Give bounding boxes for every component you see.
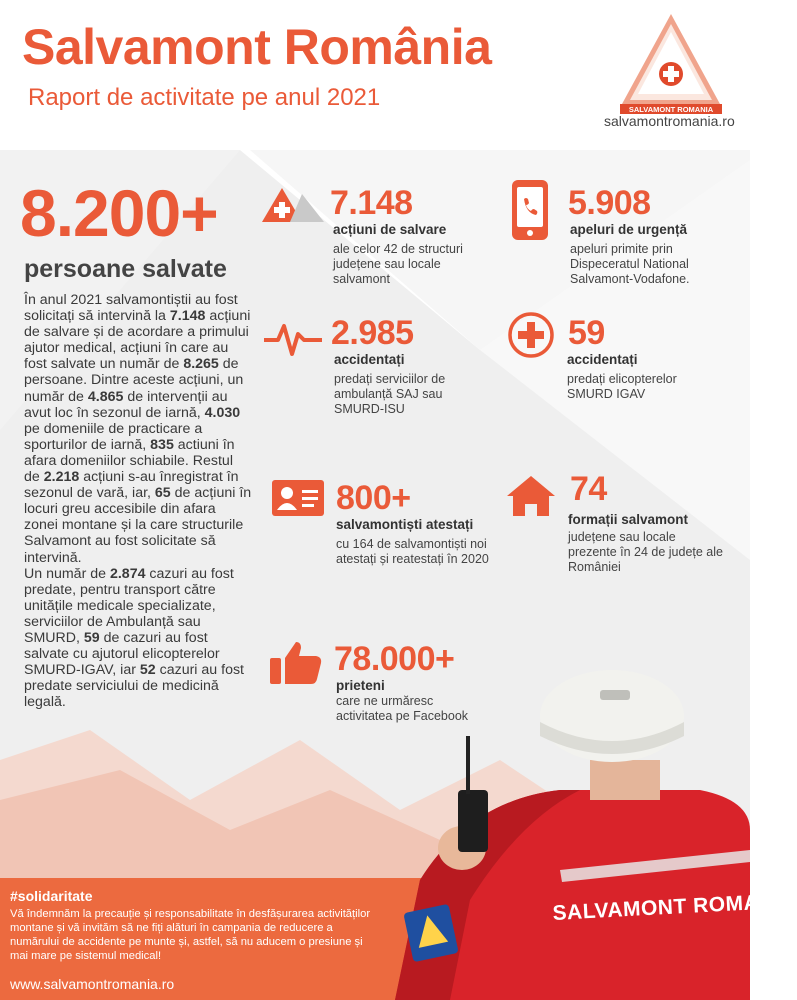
highlight-number: 2.874 bbox=[109, 565, 146, 582]
rescues-number: 7.148 bbox=[330, 184, 413, 222]
highlight-number: 59 bbox=[83, 629, 100, 646]
highlight-number: 4.865 bbox=[87, 388, 124, 405]
highlight-number: 2.218 bbox=[43, 469, 80, 486]
highlight-number: 835 bbox=[150, 436, 174, 453]
heli-label: accidentați bbox=[567, 352, 638, 367]
heartbeat-icon bbox=[264, 320, 322, 358]
jacket-print: SALVAMONT ROMANIA bbox=[552, 889, 797, 925]
teams-desc: județene sau locale prezente în 24 de județe ale României bbox=[568, 530, 723, 574]
highlight-number: 7.148 bbox=[169, 308, 206, 325]
phone-icon bbox=[512, 180, 548, 240]
heli-desc: predați elicopterelor SMURD IGAV bbox=[567, 372, 677, 401]
rescues-desc: ale celor 42 de structuri județene sau locale salvamont bbox=[333, 242, 463, 286]
calls-number: 5.908 bbox=[568, 184, 651, 222]
rescues-label: acțiuni de salvare bbox=[333, 222, 447, 237]
ambulance-desc: predați serviciilor de ambulanță SAJ sau SMURD-ISU bbox=[334, 372, 446, 416]
paragraph-text: de intervenții au avut loc în sezonul de iarnă, bbox=[24, 388, 228, 421]
paragraph-text: pe domeniile de practicare a sporturilor de iarnă, bbox=[24, 420, 203, 453]
highlight-number: 52 bbox=[139, 662, 156, 679]
website-top[interactable]: salvamontromania.ro bbox=[604, 113, 735, 129]
highlight-number: 65 bbox=[154, 485, 171, 502]
people-saved-label: persoane salvate bbox=[24, 255, 227, 283]
paragraph-text: acțiuni s-au înregistrat în sezonul de vară, iar, bbox=[24, 469, 239, 502]
activity-paragraph bbox=[24, 292, 252, 710]
calls-label: apeluri de urgență bbox=[570, 222, 688, 237]
salvamont-logo bbox=[616, 10, 726, 114]
paragraph-text: Un număr de bbox=[24, 565, 110, 582]
ambulance-number: 2.985 bbox=[331, 314, 414, 352]
ambulance-label: accidentați bbox=[334, 352, 405, 367]
highlight-number: 8.265 bbox=[183, 356, 219, 373]
paragraph-text: actiuni în afara domeniilor schiabile. Restul de bbox=[24, 436, 235, 486]
friends-label: prieteni bbox=[336, 678, 385, 693]
logo-text: SALVAMONT ROMANIA bbox=[628, 105, 714, 114]
paragraph-text: de acțiuni în locuri greu accesibile din afara zonei montane și la care structurile Salvamont au fost solicitate să intervină. bbox=[24, 485, 252, 566]
paragraph-text: cazuri au fost predate serviciului de medicină legală. bbox=[24, 662, 244, 711]
house-icon bbox=[505, 474, 557, 518]
paragraph-text: În anul 2021 salvamontiștii au fost solicitați să intervină la bbox=[24, 292, 238, 325]
highlight-number: 4.030 bbox=[204, 404, 241, 421]
medical-cross-icon bbox=[508, 312, 554, 358]
friends-desc: care ne urmăresc activitatea pe Facebook bbox=[336, 694, 469, 723]
rescuers-number: 800+ bbox=[336, 479, 411, 517]
friends-number: 78.000+ bbox=[334, 640, 455, 678]
paragraph-text: de persoane. Dintre aceste acțiuni, un număr de bbox=[24, 356, 244, 405]
paragraph-text: cazuri au fost predate, pentru transport către unitățile medicale specializate, serviciilor de Ambulanță sau SMURD, bbox=[24, 565, 234, 646]
page-title: Salvamont România bbox=[22, 19, 492, 75]
solidarity-hashtag: #solidaritate bbox=[10, 888, 93, 904]
calls-desc: apeluri primite prin Dispeceratul National Salvamont-Vodafone. bbox=[570, 242, 690, 286]
people-saved-number: 8.200+ bbox=[20, 176, 218, 250]
id-card-icon bbox=[272, 480, 324, 516]
website-bottom[interactable]: www.salvamontromania.ro bbox=[10, 976, 175, 992]
rescuers-desc: cu 164 de salvamontiști noi atestați și reatestați în 2020 bbox=[336, 537, 489, 566]
heli-number: 59 bbox=[568, 314, 605, 352]
thumbs-up-icon bbox=[270, 640, 322, 684]
paragraph-text: acțiuni de salvare și de acordare a primului ajutor medical, acțiuni în care au fost salvate un număr de bbox=[24, 308, 251, 373]
rescuers-label: salvamontiști atestați bbox=[336, 517, 474, 532]
mountain-cross-icon bbox=[262, 186, 324, 226]
paragraph-text: de cazuri au fost salvate cu ajutorul elicopterelor SMURD-IGAV, iar bbox=[24, 629, 220, 679]
solidarity-message: Vă îndemnăm la precauție și responsabilitate în desfășurarea activităților montane și vă invităm să ne fiți alături în campania de reducere a numărului de accidente pe munte și, astfel, să nu aducem o presiune și mai mare pe sistemul medical! bbox=[10, 908, 371, 962]
teams-number: 74 bbox=[570, 470, 607, 508]
page-subtitle: Raport de activitate pe anul 2021 bbox=[28, 84, 381, 111]
teams-label: formații salvamont bbox=[568, 512, 689, 527]
